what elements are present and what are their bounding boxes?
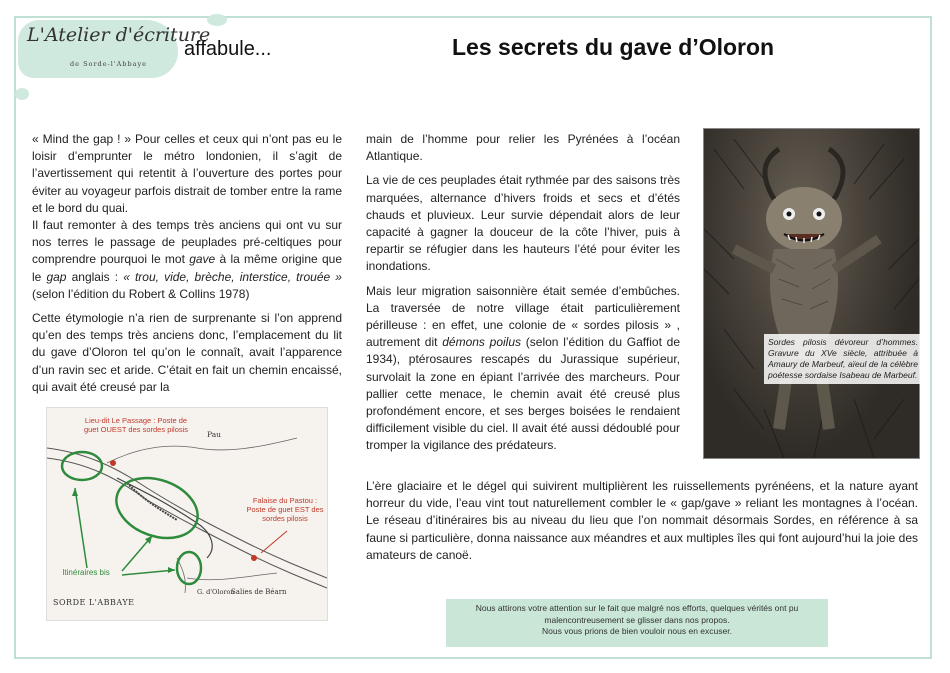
- map-label-west: Lieu-dit Le Passage : Poste de guet OUEST des sordes pilosis: [83, 416, 189, 434]
- logo-subtitle: de Sorde-l'Abbaye: [70, 60, 148, 68]
- engraving-image: [703, 128, 920, 459]
- disclaimer-line: Nous attirons votre attention sur le fait que malgré nos efforts, quelques vérités ont pu: [475, 603, 799, 613]
- paragraph: Il faut remonter à des temps très anciens qui ont vu sur nos terres le passage de peuplades pré-celtiques pour comprendre pourquoi le mot gave à la même origine que le gap anglais : « trou, vide, brèche, interstice, trouée » (selon l’édition du Robert & Collins 1978): [32, 218, 342, 301]
- logo-word: affabule...: [184, 38, 272, 60]
- map-label-oloron: G. d'Oloron: [197, 588, 235, 596]
- text-column-1: [32, 131, 342, 403]
- image-caption: Sordes pilosis dévoreur d’hommes. Gravure du XVe siècle, attribuée à Amaury de Marbeuf, aïeul de la célèbre poétesse sordaise Isabeau de Marbeuf.: [764, 334, 922, 384]
- logo-dot: [15, 88, 29, 100]
- map-label-bis: Itinéraires bis: [62, 568, 110, 577]
- paragraph: L’ère glaciaire et le dégel qui suivirent multiplièrent les ruissellements pyrénéens, et la nature ayant horreur du vide, l’eau vint tout naturellement combler le « gap/gave » reliant les montagnes à l’océan. Le réseau d’itinéraires bis au niveau du lieu que l’on nommait désormais Sordes, en référence à sa faune si particulière, donna naissance aux méandres et aux multiples îles qui font aujourd’hui la joie des amateurs de canoë.: [366, 479, 918, 562]
- paragraph: La vie de ces peuplades était rythmée par des saisons très marquées, alternance d’hivers froids et secs et d’étés chauds et pluvieux. Leur survie dépendait alors de leur capacité à gagner la douceur de la côte l’hiver, puis à repartir se réfugier dans les hauteurs l’été pour éviter les inondations.: [366, 173, 680, 274]
- page-title: Les secrets du gave d’Oloron: [452, 34, 775, 60]
- map-label-pau: Pau: [207, 430, 222, 439]
- map-label-salies: Salies de Béarn: [231, 588, 287, 596]
- paragraph: main de l’homme pour relier les Pyrénées à l’océan Atlantique.: [366, 132, 680, 164]
- disclaimer-box: [446, 599, 828, 647]
- map-label-east: Falaise du Pastou : Poste de guet EST des sordes pilosis: [246, 496, 324, 523]
- map-label-sorde: SORDE L'ABBAYE: [53, 598, 135, 607]
- logo-script: L'Atelier d'écriture: [27, 24, 211, 46]
- disclaimer-line: malencontreusement se glisser dans nos propos.: [544, 614, 730, 625]
- text-column-3: [366, 478, 918, 571]
- disclaimer-line: Nous vous prions de bien vouloir nous en excuser.: [542, 626, 732, 636]
- logo-dot: [207, 14, 227, 26]
- demon-engraving: [704, 129, 919, 458]
- paragraph: Mais leur migration saisonnière était semée d’embûches. La traversée de notre village était particulièrement périlleuse : en effet, une colonie de « sordes pilosis » , autrement dit démons poilus (selon l’édition du Gaffiot de 1934), ptérosaures rescapés du Jurassique supérieur, survolait la zone en épiant l’arrivée des marcheurs. Pour pallier cette menace, le chemin avait été creusé plus profondément encore, et ses berges boisées le rendaient difficilement visible du ciel. Il avait été aussi dédoublé pour tromper la vigilance des prédateurs.: [366, 283, 681, 453]
- paragraph: « Mind the gap ! » Pour celles et ceux qui n’ont pas eu le loisir d’emprunter le métro londonien, il s’agit de l’avertissement qui retentit à l’ouverture des portes pour éviter au voyageur parfois distrait de tomber entre la rame et le bord du quai.: [32, 132, 342, 215]
- map-figure: [46, 407, 328, 621]
- text-column-2: [366, 131, 680, 462]
- paragraph: Cette étymologie n’a rien de surprenante si l’on apprend qu’en des temps très anciens donc, l’emplacement du lit du gave d’Oloron tel qu’on le connaît, avait l’apparence d’un ravin sec et aride. C’était en fait un chemin encaissé, qui avait été creusé par la: [32, 311, 342, 394]
